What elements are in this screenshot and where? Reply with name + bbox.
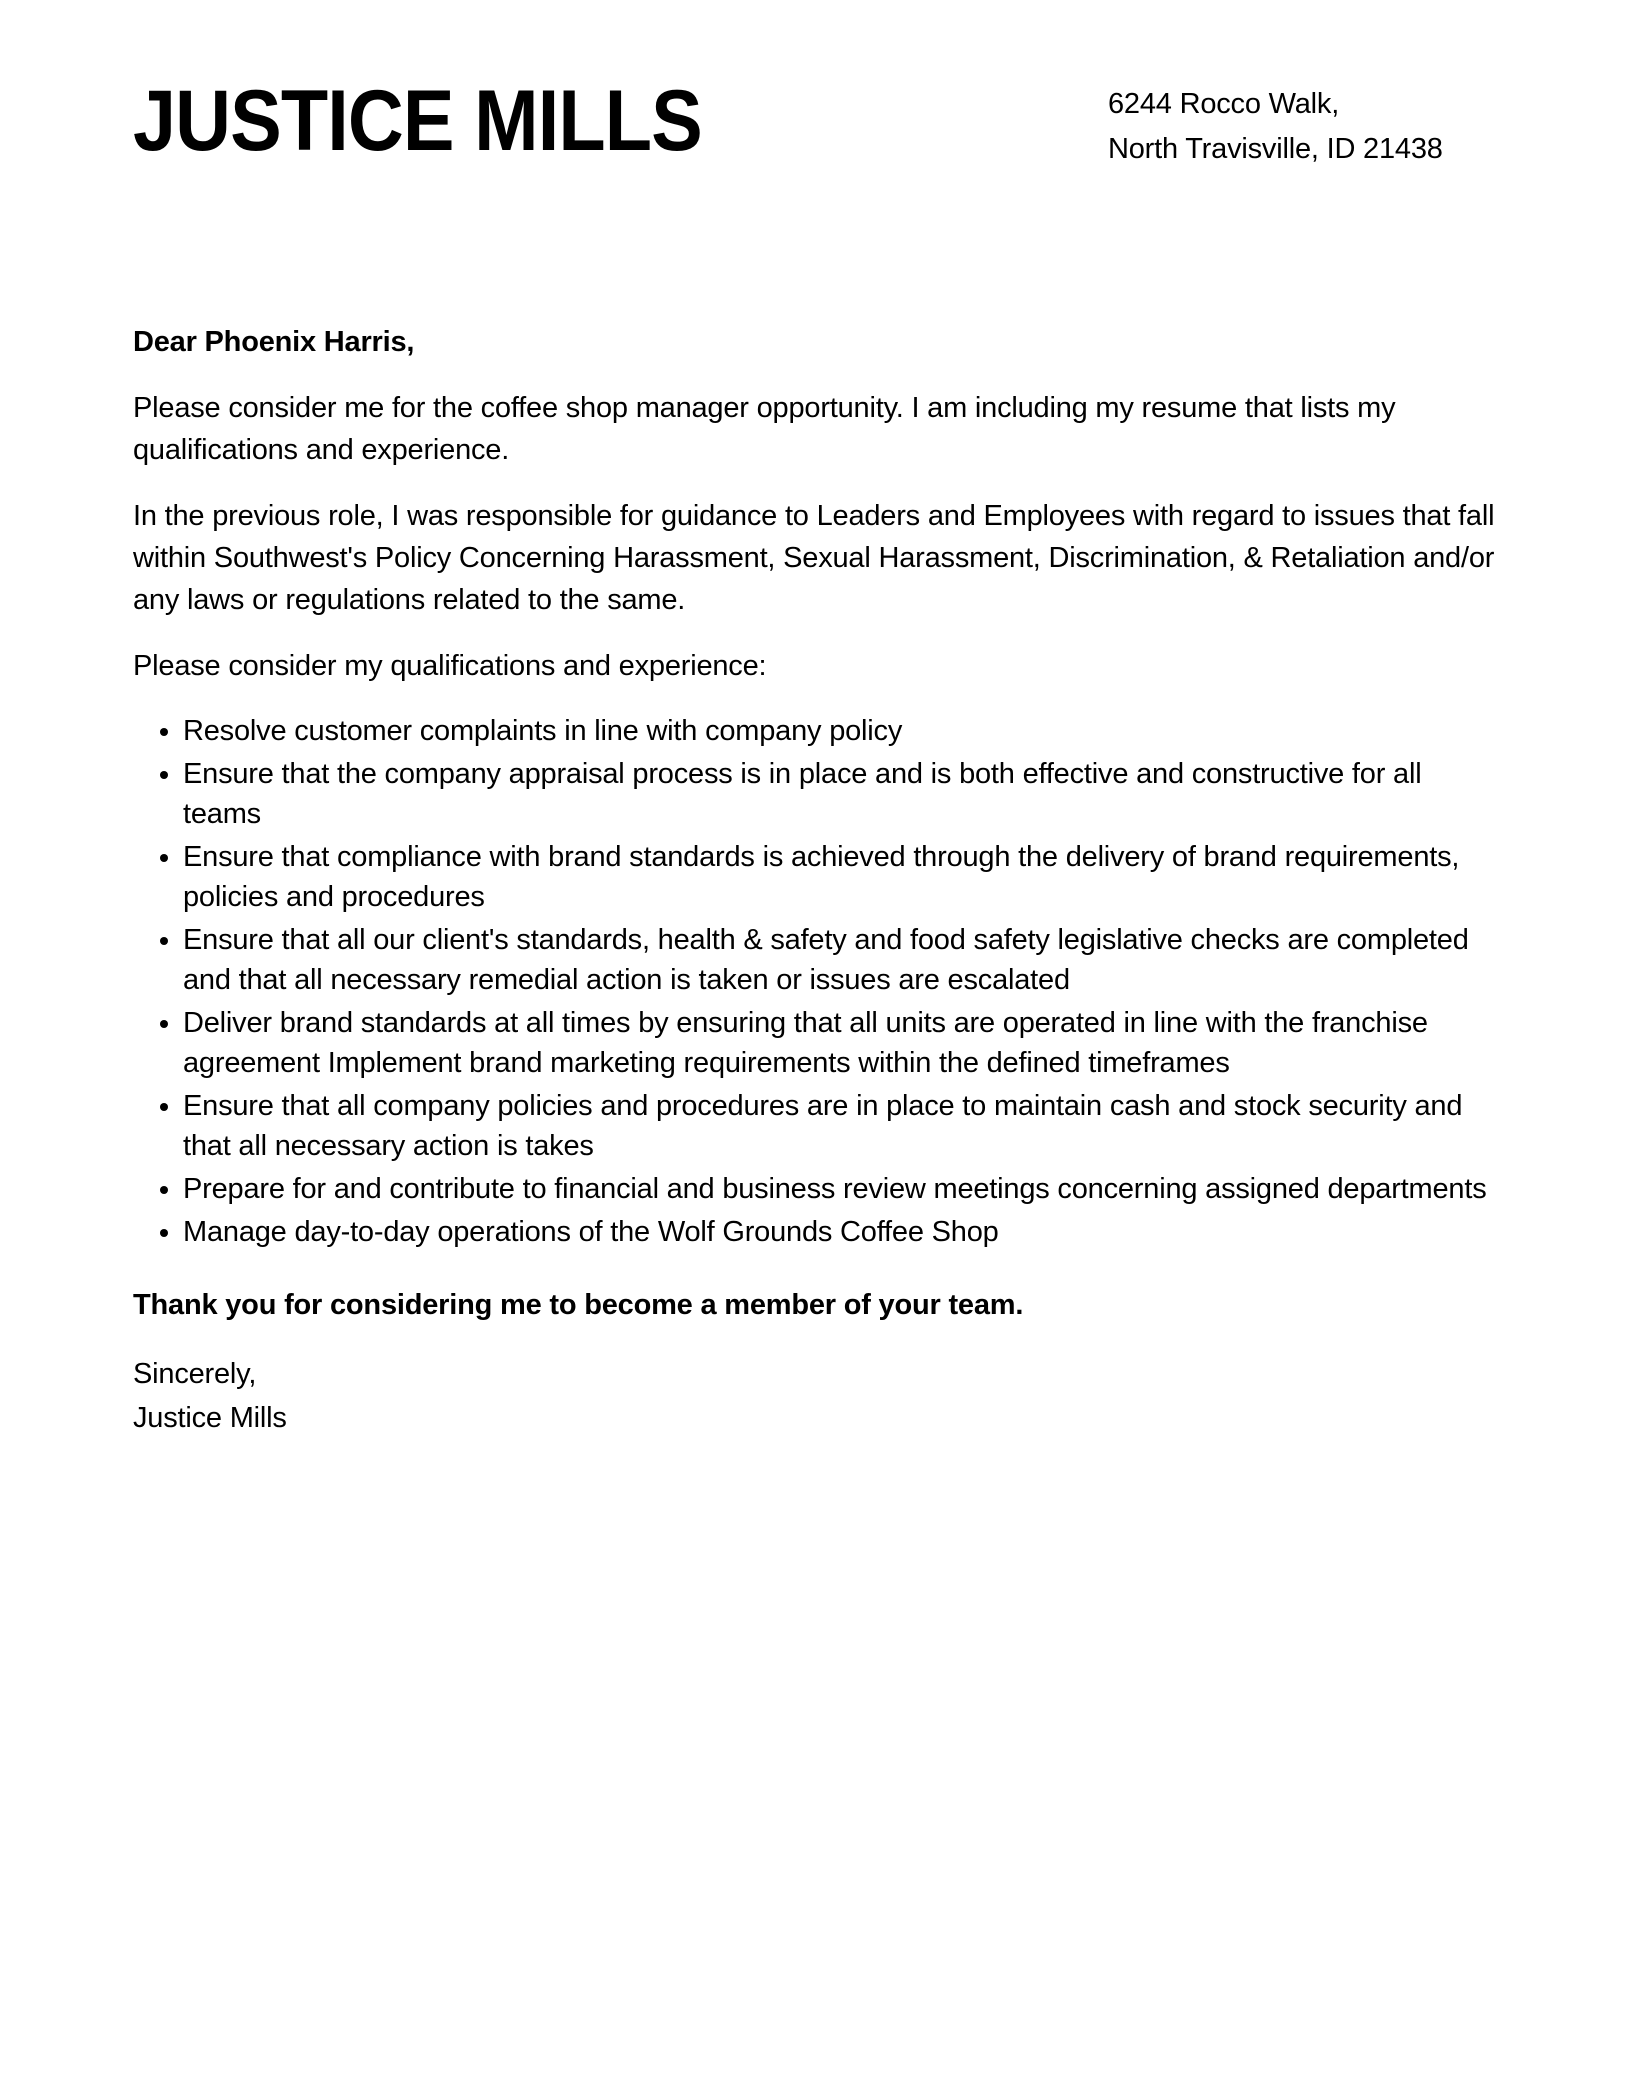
list-item: • Manage day-to-day operations of the Wolf Grounds Coffee Shop [183,1212,1505,1252]
signoff: Sincerely, [133,1358,257,1390]
list-item: • Ensure that the company appraisal process is in place and is both effective and constructive for all teams [183,754,1505,834]
paragraph-lead-in: Please consider my qualifications and experience: [133,650,767,682]
sender-name-title: JUSTICE MILLS [133,73,702,169]
signature-block [133,1352,1505,1440]
letter-header [0,0,1632,188]
list-item: • Prepare for and contribute to financial and business review meetings concerning assigned departments [183,1169,1505,1209]
list-item: • Ensure that compliance with brand standards is achieved through the delivery of brand requirements, policies and procedures [183,837,1505,917]
address-line-1: 6244 Rocco Walk, [1108,88,1340,120]
signature-name: Justice Mills [133,1402,287,1434]
closing-emphasis: Thank you for considering me to become a member of your team. [133,1289,1024,1321]
list-item: • Deliver brand standards at all times by ensuring that all units are operated in line with the franchise agreement Implement brand marketing requirements within the defined timeframes [183,1003,1505,1083]
paragraph-intro: Please consider me for the coffee shop manager opportunity. I am including my resume that lists my qualifications and experience. [133,392,1396,466]
qualifications-list [133,711,1505,1252]
letter-body [0,321,1505,1440]
greeting: Dear Phoenix Harris, [133,326,415,358]
list-item: • Ensure that all company policies and procedures are in place to maintain cash and stock security and that all necessary action is takes [183,1086,1505,1166]
address-line-2: North Travisville, ID 21438 [1108,133,1443,165]
paragraph-previous-role: In the previous role, I was responsible for guidance to Leaders and Employees with regard to issues that fall within Southwest's Policy Concerning Harassment, Sexual Harassment, Discrimination, & Retaliation and/or any laws or regulations related to the same. [133,500,1495,616]
sender-address [1108,82,1443,172]
list-item: • Ensure that all our client's standards, health & safety and food safety legislative checks are completed and that all necessary remedial action is taken or issues are escalated [183,920,1505,1000]
list-item: • Resolve customer complaints in line with company policy [183,711,1505,751]
